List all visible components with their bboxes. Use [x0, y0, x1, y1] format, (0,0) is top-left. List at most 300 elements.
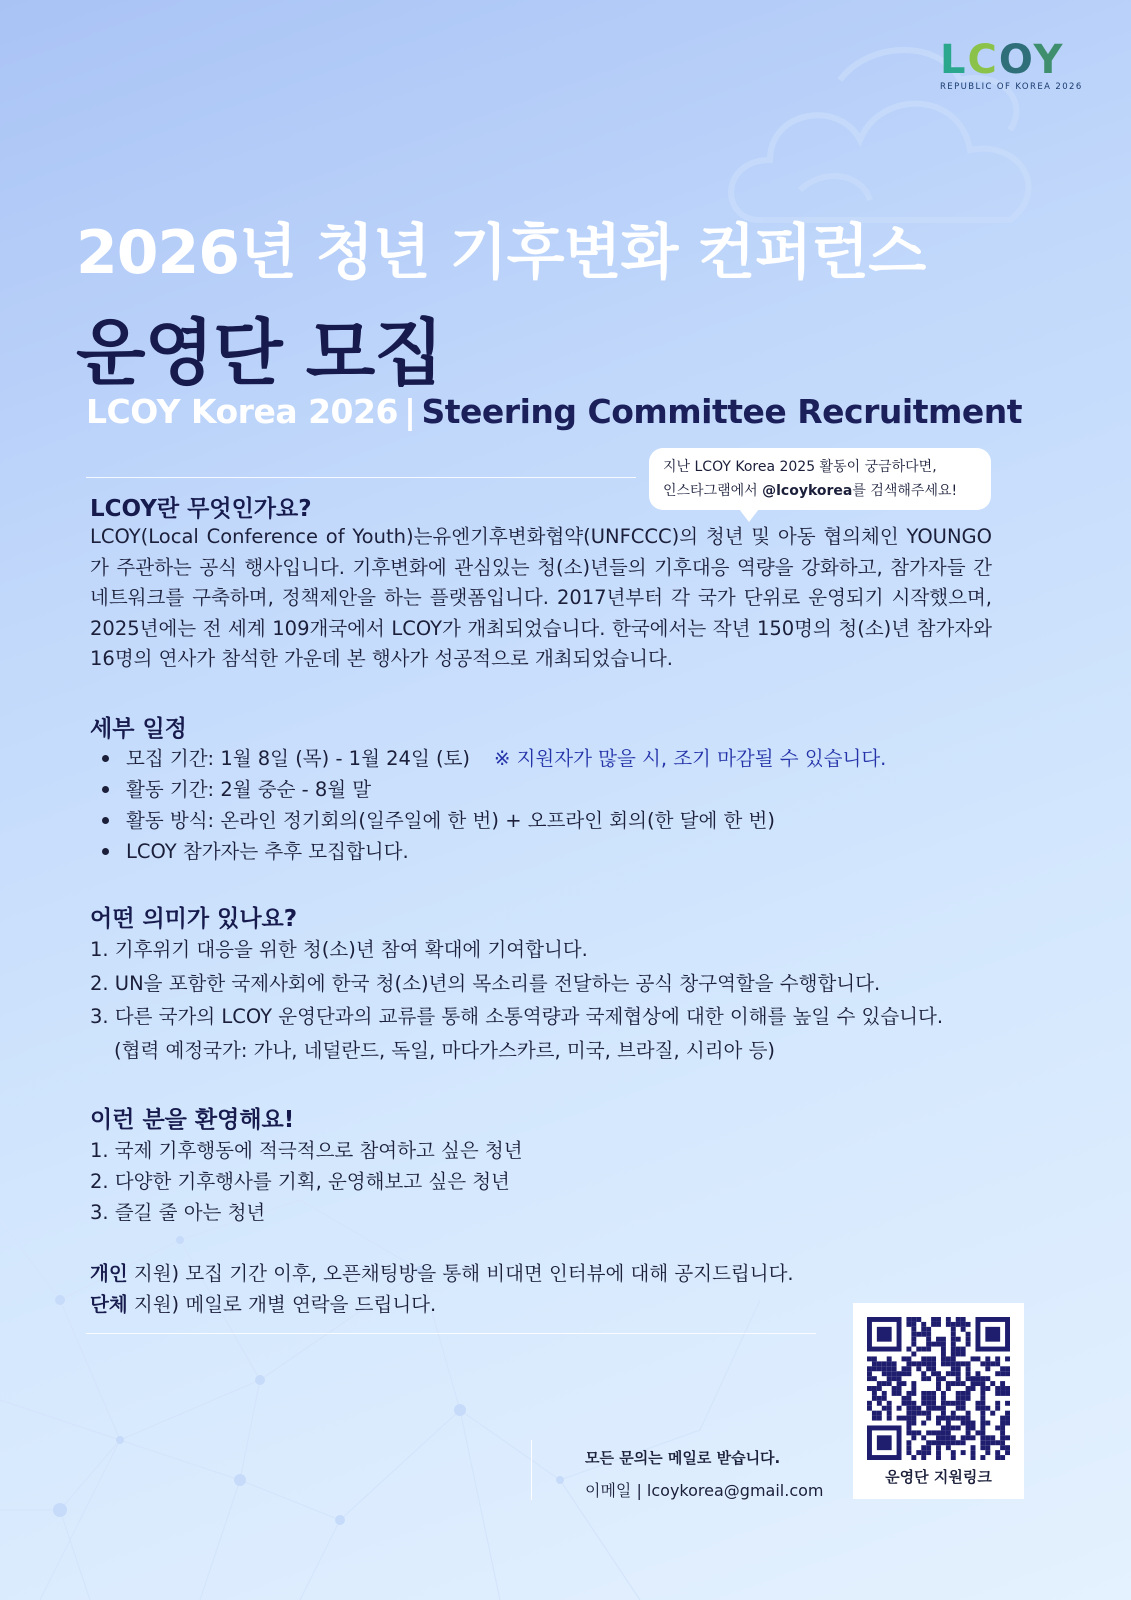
qr-module — [961, 1391, 966, 1396]
list-item: 3. 다른 국가의 LCOY 운영단과의 교류를 통해 소통역량과 국제협상에 대한 이해를 높일 수 있습니다. — [90, 1005, 944, 1028]
qr-module — [951, 1411, 956, 1416]
qr-module — [980, 1440, 985, 1445]
qr-module — [1005, 1450, 1010, 1455]
qr-module — [921, 1411, 926, 1416]
qr-module — [1005, 1445, 1010, 1450]
qr-module — [892, 1371, 897, 1376]
qr-module — [941, 1440, 946, 1445]
bubble-line-2: 인스타그램에서 @lcoykorea를 검색해주세요! — [663, 483, 958, 499]
qr-module — [921, 1391, 926, 1396]
qr-module — [911, 1361, 916, 1366]
qr-module — [995, 1386, 1000, 1391]
qr-module — [936, 1317, 941, 1322]
qr-module — [966, 1421, 971, 1426]
qr-module — [946, 1371, 951, 1376]
qr-module — [906, 1430, 911, 1435]
qr-module — [872, 1356, 877, 1361]
qr-module — [911, 1327, 916, 1332]
qr-module — [941, 1425, 946, 1430]
qr-module — [971, 1376, 976, 1381]
qr-module — [980, 1455, 985, 1460]
qr-module — [906, 1406, 911, 1411]
qr-module — [971, 1445, 976, 1450]
contact-email[interactable]: 이메일 | lcoykorea@gmail.com — [585, 1481, 824, 1500]
qr-module — [961, 1352, 966, 1357]
qr-module — [941, 1430, 946, 1435]
qr-module — [867, 1376, 872, 1381]
qr-module — [867, 1406, 872, 1411]
qr-module — [1005, 1401, 1010, 1406]
qr-module — [887, 1371, 892, 1376]
qr-module — [877, 1411, 882, 1416]
qr-module — [971, 1421, 976, 1426]
qr-module — [961, 1361, 966, 1366]
qr-module — [906, 1411, 911, 1416]
qr-module — [897, 1391, 902, 1396]
qr-module — [906, 1445, 911, 1450]
qr-module — [936, 1430, 941, 1435]
qr-module — [946, 1356, 951, 1361]
qr-module — [872, 1396, 877, 1401]
qr-module — [872, 1386, 877, 1391]
qr-module — [916, 1406, 921, 1411]
list-item: 2. UN을 포함한 국제사회에 한국 청(소)년의 목소리를 전달하는 공식 창구역할을 수행합니다. — [90, 971, 881, 995]
qr-module — [975, 1430, 980, 1435]
qr-module — [936, 1416, 941, 1421]
qr-module — [887, 1366, 892, 1371]
qr-module — [902, 1381, 907, 1386]
qr-module — [1005, 1435, 1010, 1440]
qr-module — [980, 1445, 985, 1450]
qr-module — [892, 1366, 897, 1371]
qr-module — [916, 1317, 921, 1322]
qr-module — [916, 1332, 921, 1337]
qr-module — [985, 1356, 990, 1361]
qr-module — [961, 1381, 966, 1386]
qr-module — [1005, 1356, 1010, 1361]
qr-module — [980, 1391, 985, 1396]
qr-module — [926, 1376, 931, 1381]
qr-module — [966, 1416, 971, 1421]
qr-module — [985, 1421, 990, 1426]
qr-module — [897, 1376, 902, 1381]
qr-module — [926, 1440, 931, 1445]
qr-module — [936, 1440, 941, 1445]
qr-module — [867, 1366, 872, 1371]
qr-module — [936, 1342, 941, 1347]
qr-module — [980, 1381, 985, 1386]
qr-module — [936, 1381, 941, 1386]
qr-module — [906, 1396, 911, 1401]
qr-module — [971, 1455, 976, 1460]
qr-module — [961, 1317, 966, 1322]
qr-module — [941, 1411, 946, 1416]
qr-module — [961, 1406, 966, 1411]
qr-module — [926, 1445, 931, 1450]
qr-module — [951, 1440, 956, 1445]
qr-module — [946, 1435, 951, 1440]
qr-module — [951, 1425, 956, 1430]
qr-module — [971, 1435, 976, 1440]
qr-module — [980, 1406, 985, 1411]
qr-module — [990, 1381, 995, 1386]
about-heading: LCOY란 무엇인가요? — [90, 496, 312, 522]
qr-module — [985, 1440, 990, 1445]
qr-module — [892, 1386, 897, 1391]
qr-module — [897, 1371, 902, 1376]
instagram-handle: @lcoykorea — [762, 483, 853, 499]
qr-module — [906, 1416, 911, 1421]
qr-module — [941, 1352, 946, 1357]
qr-module — [951, 1371, 956, 1376]
qr-module — [906, 1401, 911, 1406]
qr-module — [911, 1322, 916, 1327]
qr-module — [966, 1342, 971, 1347]
qr-module — [966, 1322, 971, 1327]
qr-module — [956, 1391, 961, 1396]
qr-module — [985, 1445, 990, 1450]
meaning-list — [90, 933, 943, 1067]
qr-module — [980, 1411, 985, 1416]
english-subtitle — [86, 392, 1022, 431]
qr-module — [916, 1450, 921, 1455]
qr-module — [966, 1386, 971, 1391]
qr-module — [882, 1391, 887, 1396]
qr-module — [941, 1406, 946, 1411]
qr-module — [1000, 1366, 1005, 1371]
qr-module — [931, 1406, 936, 1411]
qr-module — [916, 1361, 921, 1366]
main-title: 2026년 청년 기후변화 컨퍼런스 — [76, 218, 926, 288]
qr-module — [911, 1435, 916, 1440]
qr-module — [911, 1430, 916, 1435]
qr-card[interactable] — [853, 1303, 1024, 1499]
qr-module — [931, 1356, 936, 1361]
qr-module — [867, 1356, 872, 1361]
qr-module — [941, 1361, 946, 1366]
qr-module — [956, 1416, 961, 1421]
qr-module — [872, 1366, 877, 1371]
qr-module — [887, 1411, 892, 1416]
qr-module — [906, 1347, 911, 1352]
qr-module — [906, 1421, 911, 1426]
qr-module — [990, 1411, 995, 1416]
qr-module — [966, 1361, 971, 1366]
subtitle-separator: | — [403, 392, 416, 431]
qr-module — [946, 1322, 951, 1327]
qr-module — [936, 1455, 941, 1460]
qr-module — [956, 1425, 961, 1430]
qr-module — [911, 1317, 916, 1322]
qr-module — [951, 1322, 956, 1327]
qr-module — [966, 1332, 971, 1337]
qr-module — [946, 1440, 951, 1445]
qr-module — [941, 1435, 946, 1440]
qr-module — [911, 1381, 916, 1386]
qr-module — [931, 1430, 936, 1435]
qr-module — [980, 1430, 985, 1435]
qr-module — [911, 1342, 916, 1347]
qr-module — [961, 1435, 966, 1440]
qr-module — [911, 1332, 916, 1337]
qr-module — [1000, 1430, 1005, 1435]
qr-module — [956, 1352, 961, 1357]
qr-module — [941, 1356, 946, 1361]
qr-module — [966, 1396, 971, 1401]
qr-module — [921, 1450, 926, 1455]
qr-module — [946, 1386, 951, 1391]
qr-module — [966, 1366, 971, 1371]
qr-module — [921, 1361, 926, 1366]
qr-module — [1000, 1386, 1005, 1391]
qr-module — [916, 1366, 921, 1371]
qr-module — [867, 1371, 872, 1376]
qr-module — [975, 1376, 980, 1381]
qr-module — [971, 1381, 976, 1386]
qr-module — [931, 1361, 936, 1366]
qr-module — [936, 1421, 941, 1426]
qr-module — [966, 1435, 971, 1440]
qr-module — [1005, 1366, 1010, 1371]
qr-module — [872, 1411, 877, 1416]
qr-module — [872, 1391, 877, 1396]
qr-module — [906, 1366, 911, 1371]
qr-module — [887, 1381, 892, 1386]
qr-module — [926, 1347, 931, 1352]
subtitle-recruitment: Steering Committee Recruitment — [421, 392, 1023, 431]
qr-module — [921, 1445, 926, 1450]
qr-module — [926, 1327, 931, 1332]
logo-subtitle: REPUBLIC OF KOREA 2026 — [940, 82, 1083, 92]
qr-module — [956, 1371, 961, 1376]
qr-module — [936, 1337, 941, 1342]
qr-module — [911, 1416, 916, 1421]
qr-module — [921, 1371, 926, 1376]
qr-module — [906, 1361, 911, 1366]
qr-module — [887, 1406, 892, 1411]
qr-module — [931, 1391, 936, 1396]
qr-module — [1005, 1411, 1010, 1416]
qr-module — [946, 1421, 951, 1426]
qr-module — [936, 1376, 941, 1381]
subtitle-event-name: LCOY Korea 2026 — [86, 392, 398, 431]
qr-module — [971, 1450, 976, 1455]
qr-module — [921, 1421, 926, 1426]
list-item: 3. 즐길 줄 아는 청년 — [90, 1201, 266, 1224]
qr-module — [985, 1406, 990, 1411]
qr-module — [872, 1416, 877, 1421]
list-item: 모집 기간: 1월 8일 (목) - 1월 24일 (토) ※ 지원자가 많을 시, 조기 마감될 수 있습니다. — [100, 743, 886, 774]
qr-module — [980, 1386, 985, 1391]
list-item: 활동 방식: 온라인 정기회의(일주일에 한 번) + 오프라인 회의(한 달에 한 번) — [100, 805, 886, 836]
qr-module — [966, 1425, 971, 1430]
qr-module — [911, 1421, 916, 1426]
qr-module — [936, 1386, 941, 1391]
qr-module — [985, 1450, 990, 1455]
qr-label: 운영단 지원링크 — [885, 1468, 992, 1486]
qr-module — [995, 1425, 1000, 1430]
qr-module — [936, 1371, 941, 1376]
qr-module — [931, 1440, 936, 1445]
bottom-divider — [86, 1333, 816, 1334]
qr-module — [926, 1366, 931, 1371]
qr-module — [956, 1322, 961, 1327]
qr-module — [902, 1416, 907, 1421]
qr-module — [995, 1356, 1000, 1361]
qr-module — [980, 1416, 985, 1421]
qr-module — [882, 1396, 887, 1401]
qr-module — [995, 1440, 1000, 1445]
qr-module — [921, 1455, 926, 1460]
qr-module — [951, 1356, 956, 1361]
qr-module — [956, 1381, 961, 1386]
qr-module — [902, 1356, 907, 1361]
qr-module — [926, 1342, 931, 1347]
instagram-callout-bubble — [649, 448, 991, 510]
qr-module — [1005, 1371, 1010, 1376]
qr-module — [956, 1396, 961, 1401]
qr-module — [941, 1347, 946, 1352]
qr-module — [916, 1411, 921, 1416]
qr-module — [877, 1401, 882, 1406]
qr-module — [951, 1332, 956, 1337]
qr-module — [926, 1356, 931, 1361]
qr-module — [951, 1381, 956, 1386]
qr-module — [931, 1401, 936, 1406]
qr-module — [897, 1406, 902, 1411]
qr-module — [906, 1450, 911, 1455]
qr-module — [951, 1416, 956, 1421]
qr-module — [980, 1376, 985, 1381]
qr-module — [985, 1376, 990, 1381]
list-item: 1. 기후위기 대응을 위한 청(소)년 참여 확대에 기여합니다. — [90, 938, 588, 961]
qr-module — [990, 1440, 995, 1445]
qr-module — [990, 1361, 995, 1366]
qr-module — [931, 1317, 936, 1322]
qr-module — [971, 1386, 976, 1391]
about-body: LCOY(Local Conference of Youth)는유엔기후변화협약(UNFCCC)의 청년 및 아동 협의체인 YOUNGO가 주관하는 공식 행사입니다. 기후변화에 관심있는 청(소)년들의 기후대응 역량을 강화하고, 참가자들 간 네트워크를 구축하며, 정책제안을 하는 플랫폼입니다. 2017년부터 각 국가 단위로 운영되기 시작했으며, 2025년에는 전 세계 109개국에서 LCOY가 개최되었습니다. 한국에서는 작년 150명의 청(소)년 참가자와 16명의 연사가 참석한 가운데 본 행사가 성공적으로 개최되었습니다. — [90, 525, 992, 670]
qr-module — [995, 1361, 1000, 1366]
qr-module — [897, 1381, 902, 1386]
qr-module — [921, 1396, 926, 1401]
qr-module — [926, 1450, 931, 1455]
qr-module — [966, 1430, 971, 1435]
qr-module — [946, 1430, 951, 1435]
qr-module — [1005, 1416, 1010, 1421]
qr-module — [906, 1322, 911, 1327]
qr-module — [926, 1411, 931, 1416]
qr-module — [921, 1401, 926, 1406]
qr-module — [931, 1396, 936, 1401]
qr-module — [961, 1396, 966, 1401]
qr-module — [906, 1356, 911, 1361]
early-close-note: ※ 지원자가 많을 시, 조기 마감될 수 있습니다. — [494, 747, 887, 770]
qr-module — [926, 1430, 931, 1435]
qr-module — [946, 1425, 951, 1430]
qr-module — [916, 1347, 921, 1352]
application-qr-code[interactable] — [867, 1317, 1010, 1460]
qr-module — [975, 1406, 980, 1411]
qr-module — [887, 1416, 892, 1421]
welcome-heading: 이런 분을 환영해요! — [90, 1107, 295, 1133]
qr-module — [911, 1406, 916, 1411]
list-item: 1. 국제 기후행동에 적극적으로 참여하고 싶은 청년 — [90, 1139, 523, 1162]
qr-module — [911, 1337, 916, 1342]
qr-module — [951, 1352, 956, 1357]
qr-module — [961, 1421, 966, 1426]
qr-module — [911, 1386, 916, 1391]
application-info — [90, 1258, 794, 1320]
qr-module — [926, 1391, 931, 1396]
qr-module — [877, 1366, 882, 1371]
main-title-recruitment: 운영단 모집 — [76, 311, 443, 395]
qr-module — [1000, 1371, 1005, 1376]
qr-module — [926, 1406, 931, 1411]
qr-module — [951, 1327, 956, 1332]
qr-module — [897, 1416, 902, 1421]
qr-module — [882, 1361, 887, 1366]
qr-module — [995, 1455, 1000, 1460]
qr-module — [1005, 1386, 1010, 1391]
qr-module — [931, 1366, 936, 1371]
qr-module — [931, 1322, 936, 1327]
qr-module — [887, 1376, 892, 1381]
qr-module — [975, 1381, 980, 1386]
qr-module — [926, 1396, 931, 1401]
top-divider — [86, 477, 636, 478]
qr-module — [867, 1401, 872, 1406]
qr-module — [906, 1440, 911, 1445]
qr-module — [1000, 1381, 1005, 1386]
qr-module — [906, 1371, 911, 1376]
qr-module — [882, 1381, 887, 1386]
qr-module — [951, 1366, 956, 1371]
qr-module — [961, 1347, 966, 1352]
qr-module — [985, 1435, 990, 1440]
qr-module — [995, 1391, 1000, 1396]
qr-module — [902, 1401, 907, 1406]
individual-application: 개인 지원) 모집 기간 이후, 오픈채팅방을 통해 비대면 인터뷰에 대해 공지드립니다. — [90, 1262, 794, 1285]
qr-module — [995, 1406, 1000, 1411]
qr-module — [946, 1361, 951, 1366]
qr-module — [946, 1445, 951, 1450]
qr-module — [1000, 1445, 1005, 1450]
qr-module — [911, 1455, 916, 1460]
qr-module — [936, 1322, 941, 1327]
qr-module — [956, 1401, 961, 1406]
qr-module — [906, 1391, 911, 1396]
qr-module — [951, 1361, 956, 1366]
qr-module — [936, 1450, 941, 1455]
qr-module — [921, 1332, 926, 1337]
qr-module — [877, 1416, 882, 1421]
qr-module — [921, 1356, 926, 1361]
qr-module — [990, 1435, 995, 1440]
qr-module — [941, 1416, 946, 1421]
qr-module — [961, 1401, 966, 1406]
qr-module — [906, 1425, 911, 1430]
qr-module — [980, 1401, 985, 1406]
qr-module — [931, 1371, 936, 1376]
schedule-list — [100, 743, 886, 867]
qr-module — [936, 1406, 941, 1411]
qr-module — [1005, 1391, 1010, 1396]
qr-module — [985, 1366, 990, 1371]
qr-module — [916, 1430, 921, 1435]
qr-module — [971, 1425, 976, 1430]
logo-wordmark: LCOY — [940, 37, 1065, 83]
qr-module — [975, 1371, 980, 1376]
